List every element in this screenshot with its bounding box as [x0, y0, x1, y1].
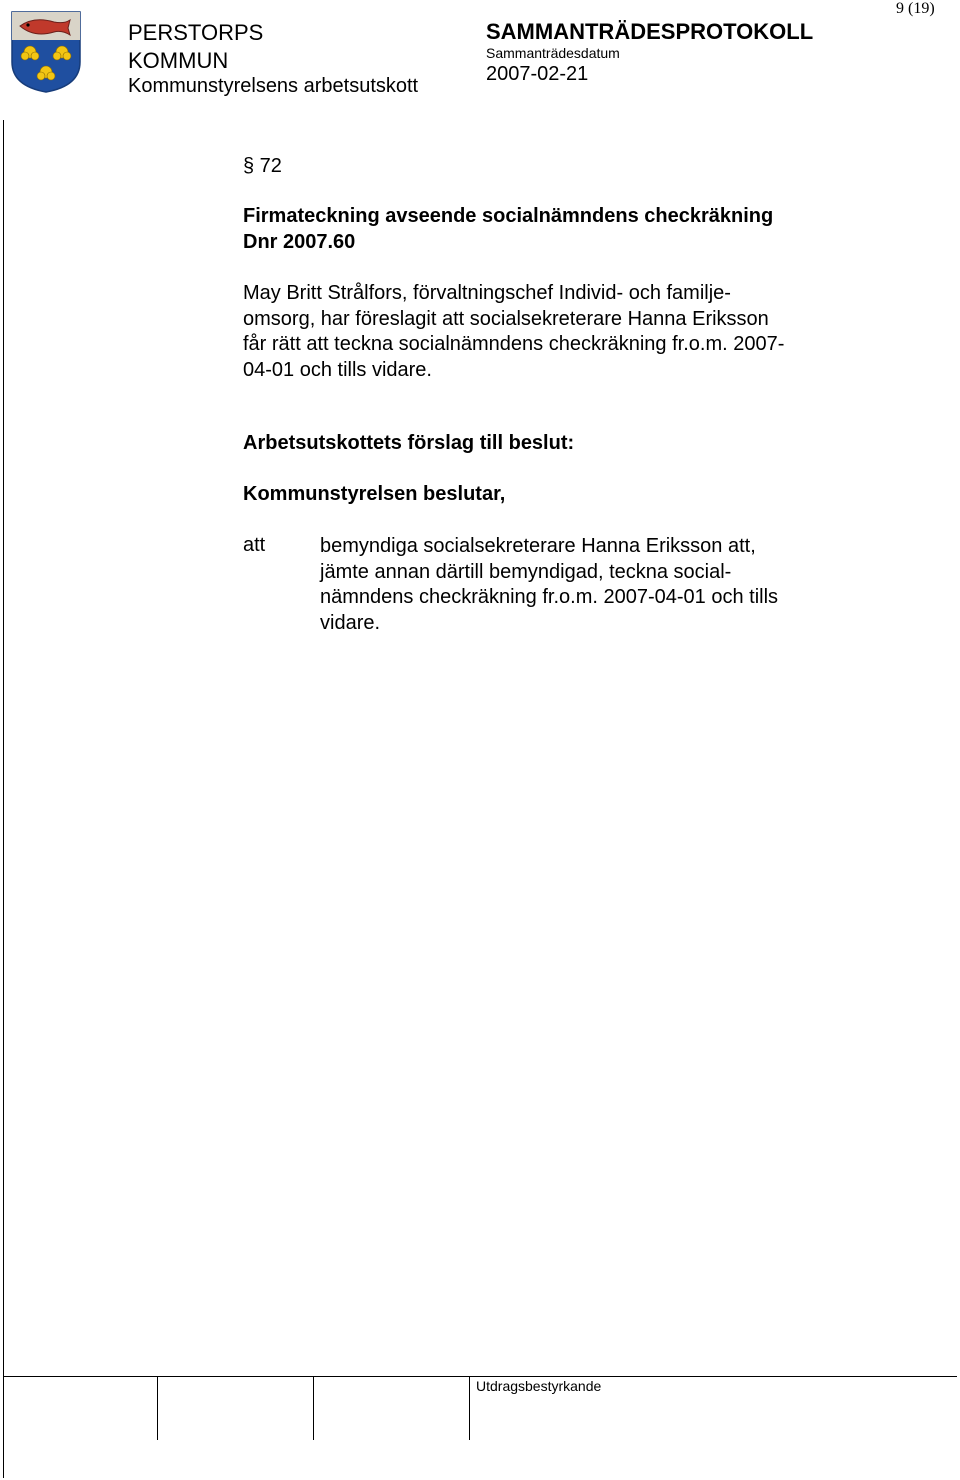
decision-line: jämte annan därtill bemyndigad, teckna social- [320, 560, 732, 583]
committee-name: Kommunstyrelsens arbetsutskott [128, 75, 419, 97]
body-line: får rätt att teckna socialnämndens checkräkning fr.o.m. 2007- [243, 333, 785, 355]
body-line: May Britt Strålfors, förvaltningschef Individ- och familje- [243, 282, 731, 304]
municipality-line-2: KOMMUN [128, 48, 229, 73]
body-line: 04-01 och tills vidare. [243, 358, 432, 381]
municipality-line-1: PERSTORPS [128, 20, 264, 45]
paragraph-number: § 72 [243, 155, 282, 177]
board-heading: Kommunstyrelsen beslutar, [243, 483, 506, 505]
signature-box-divider [313, 1376, 314, 1440]
proposal-heading: Arbetsutskottets förslag till beslut: [243, 432, 575, 454]
certifier-label: Utdragsbestyrkande [476, 1378, 602, 1394]
body-line: omsorg, har föreslagit att socialsekreterare Hanna Eriksson [243, 307, 769, 330]
document-type: SAMMANTRÄDESPROTOKOLL [486, 19, 814, 44]
page-number: 9 (19) [896, 0, 935, 17]
item-title [243, 204, 773, 255]
decision-text [320, 534, 840, 636]
municipality-name [128, 19, 263, 75]
footer-rule [3, 1376, 957, 1377]
title-line-1: Firmateckning avseende socialnämndens checkräkning [243, 205, 774, 227]
decision-line: nämndens checkräkning fr.o.m. 2007-04-01 och tills [320, 586, 779, 608]
coat-of-arms-icon [10, 10, 82, 94]
decision-line: vidare. [320, 611, 381, 634]
decision-line: bemyndiga socialsekreterare Hanna Eriksson att, [320, 535, 756, 557]
signature-box-divider [157, 1376, 158, 1440]
left-margin-rule [3, 120, 4, 1478]
meeting-date: 2007-02-21 [486, 63, 589, 85]
decision-prefix: att [243, 534, 266, 556]
signature-box-divider [469, 1376, 470, 1440]
body-paragraph [243, 281, 853, 383]
date-label: Sammanträdesdatum [486, 45, 620, 61]
reference-number: Dnr 2007.60 [243, 230, 356, 253]
